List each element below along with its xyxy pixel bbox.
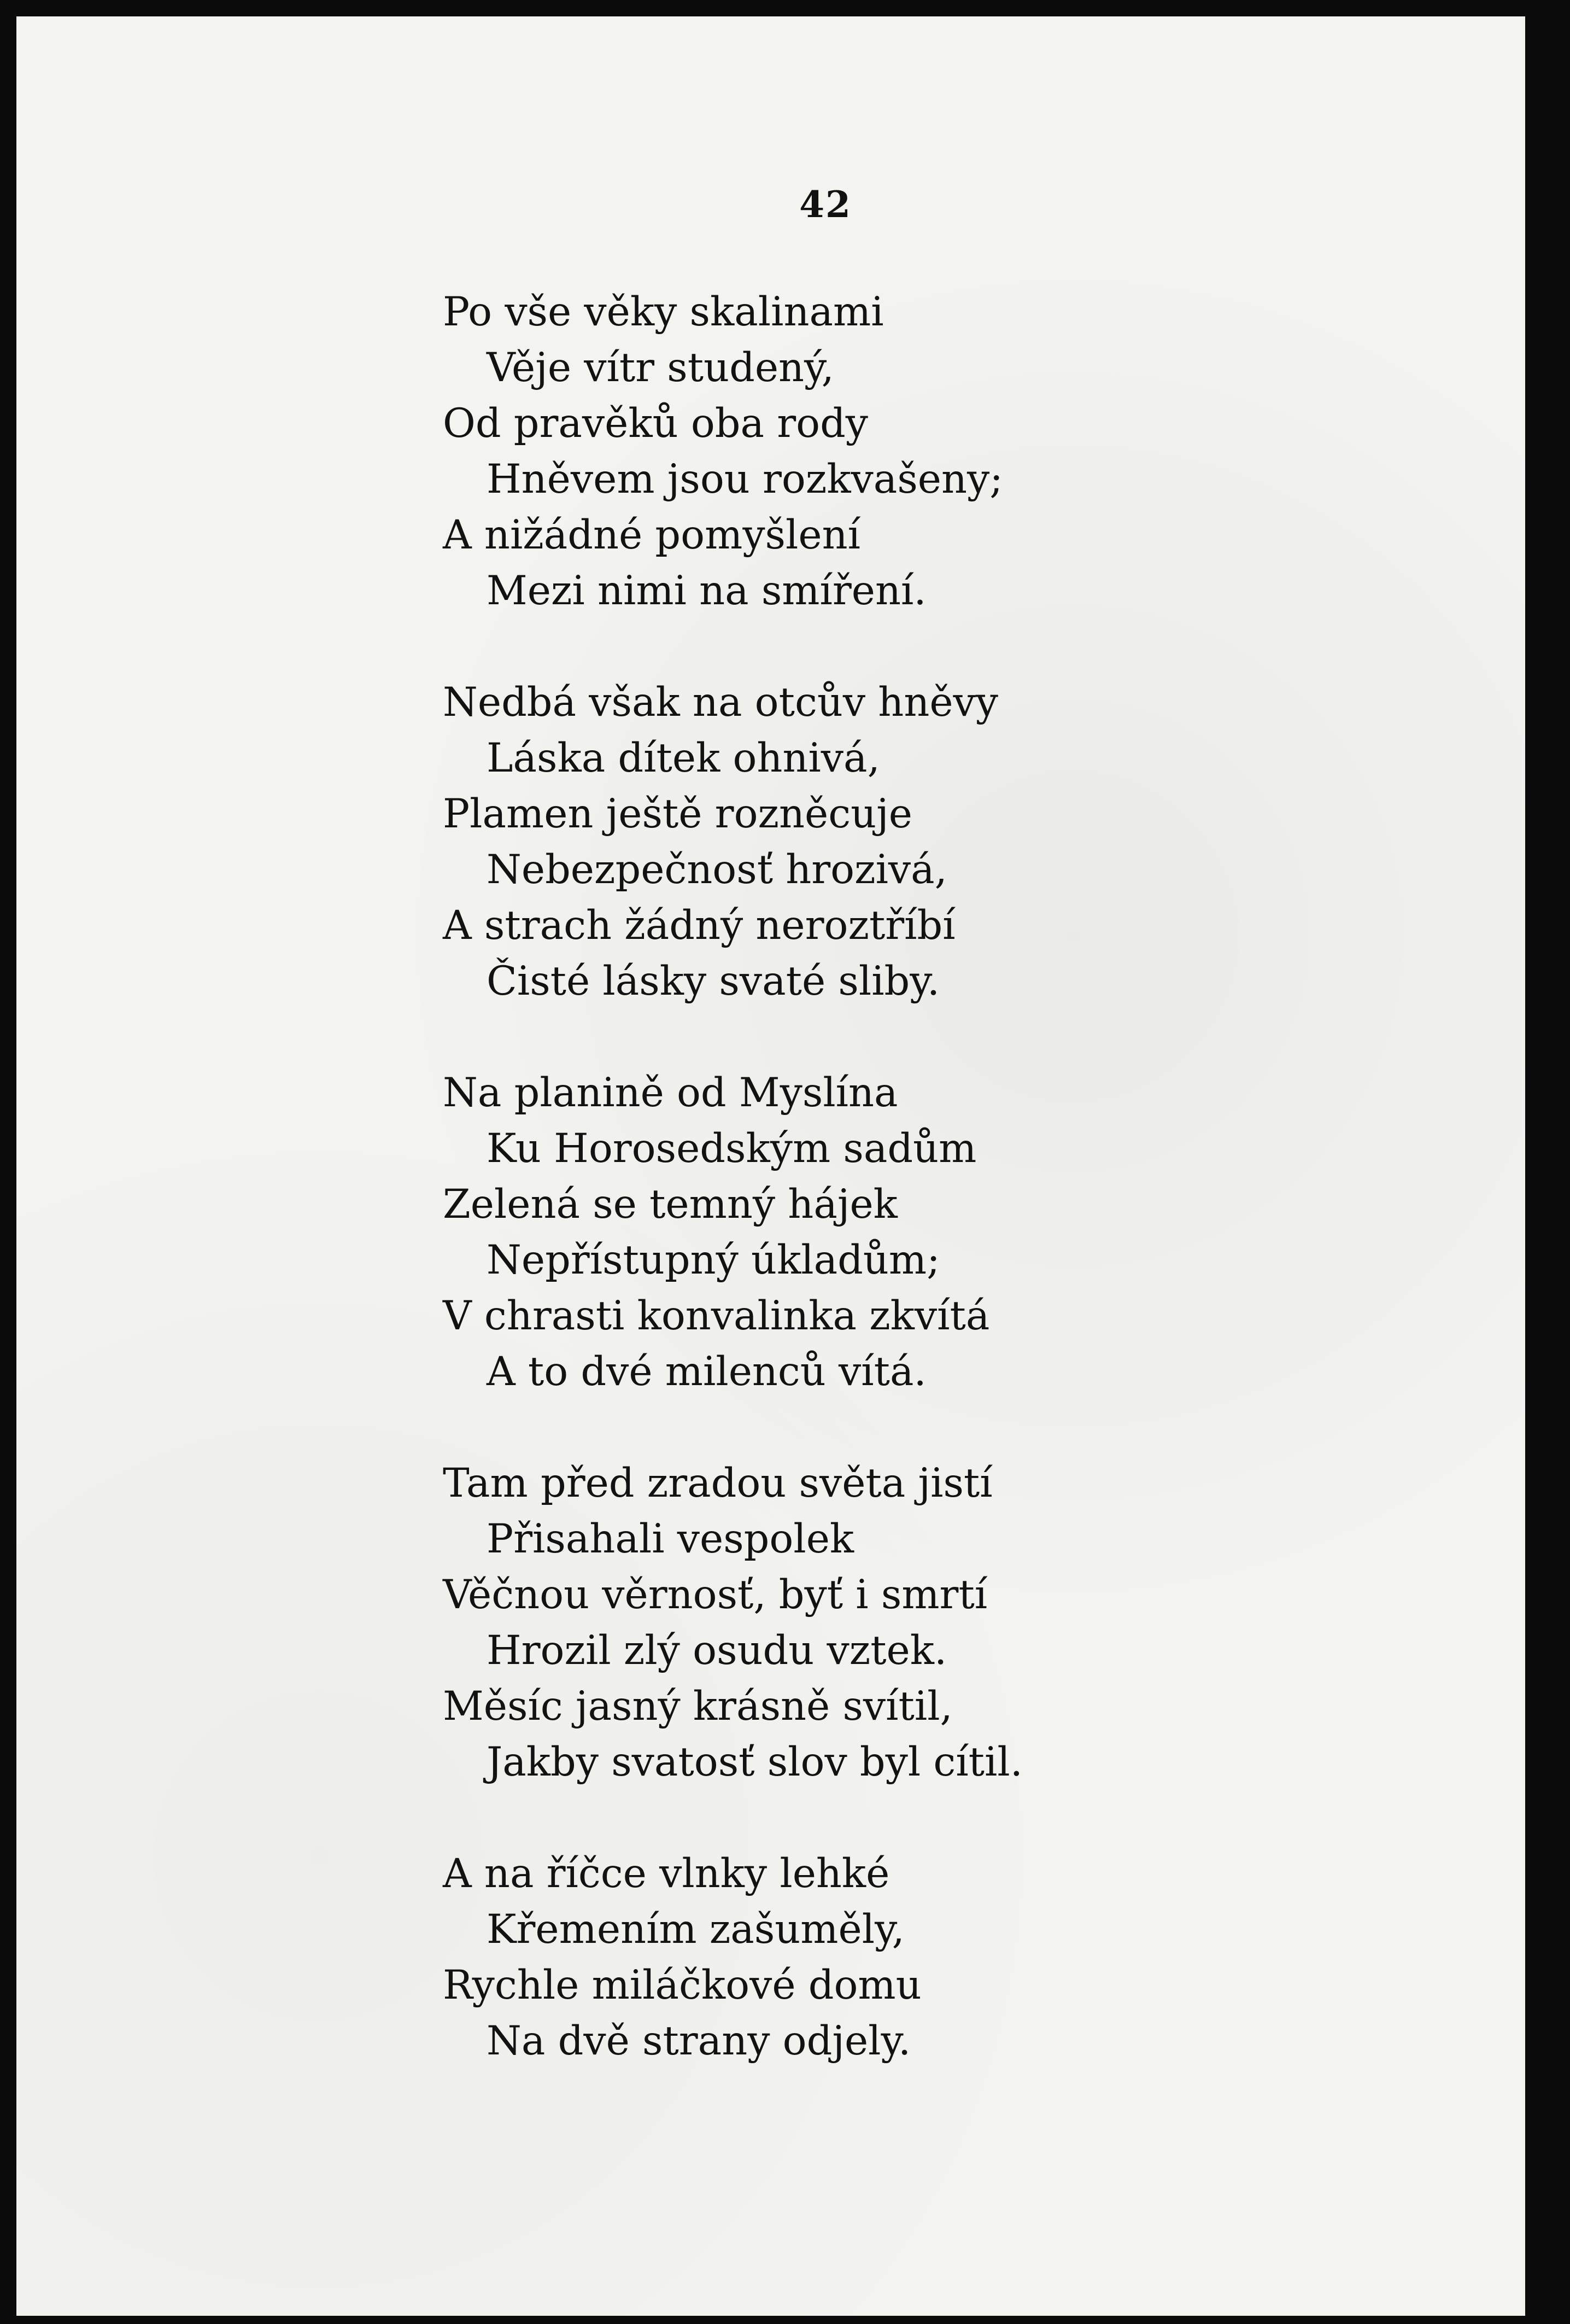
poem-line: Od pravěků oba rody bbox=[443, 400, 869, 447]
poem-line: A nižádné pomyšlení bbox=[443, 512, 860, 558]
poem-line: Tam před zradou světa jistí bbox=[443, 1460, 993, 1506]
poem-line: Přisahali vespolek bbox=[487, 1516, 854, 1562]
poem-line: Věje vítr studený, bbox=[487, 344, 834, 391]
poem-line: A na říčce vlnky lehké bbox=[443, 1850, 890, 1897]
stanza bbox=[443, 1456, 1208, 1790]
poem-line: Plamen ještě rozněcuje bbox=[443, 791, 912, 837]
poem-line: Láska dítek ohnivá, bbox=[487, 735, 880, 781]
poem-line: A strach žádný neroztříbí bbox=[443, 902, 956, 949]
poem-line: Měsíc jasný krásně svítil, bbox=[443, 1683, 953, 1730]
scan-border bbox=[1525, 0, 1570, 2324]
poem-line: Věčnou věrnosť, byť i smrtí bbox=[443, 1572, 988, 1618]
poem-line: Na dvě strany odjely. bbox=[487, 2018, 911, 2064]
poem bbox=[443, 284, 1208, 2125]
page-number: 42 bbox=[799, 183, 852, 226]
poem-line: Křemením zašuměly, bbox=[487, 1906, 905, 1953]
poem-line: Mezi nimi na smíření. bbox=[487, 568, 927, 614]
poem-line: Hněvem jsou rozkvašeny; bbox=[487, 456, 1003, 503]
poem-line: Ku Horosedským sadům bbox=[487, 1125, 977, 1172]
poem-line: Na planině od Myslína bbox=[443, 1070, 898, 1116]
stanza bbox=[443, 1846, 1208, 2069]
poem-line: Nebezpečnosť hrozivá, bbox=[487, 846, 947, 893]
poem-line: V chrasti konvalinka zkvítá bbox=[443, 1293, 990, 1339]
stanza bbox=[443, 675, 1208, 1009]
poem-line: Zelená se temný hájek bbox=[443, 1181, 898, 1228]
stanza bbox=[443, 1065, 1208, 1400]
poem-line: Nedbá však na otcův hněvy bbox=[443, 679, 999, 726]
poem-line: A to dvé milenců vítá. bbox=[487, 1348, 927, 1395]
poem-line: Nepřístupný úkladům; bbox=[487, 1237, 940, 1283]
poem-line: Po vše věky skalinami bbox=[443, 289, 884, 335]
stanza bbox=[443, 284, 1208, 619]
poem-line: Hrozil zlý osudu vztek. bbox=[487, 1627, 947, 1674]
poem-line: Rychle miláčkové domu bbox=[443, 1962, 922, 2008]
poem-line: Jakby svatosť slov byl cítil. bbox=[487, 1739, 1023, 1785]
poem-line: Čisté lásky svaté sliby. bbox=[487, 958, 940, 1005]
